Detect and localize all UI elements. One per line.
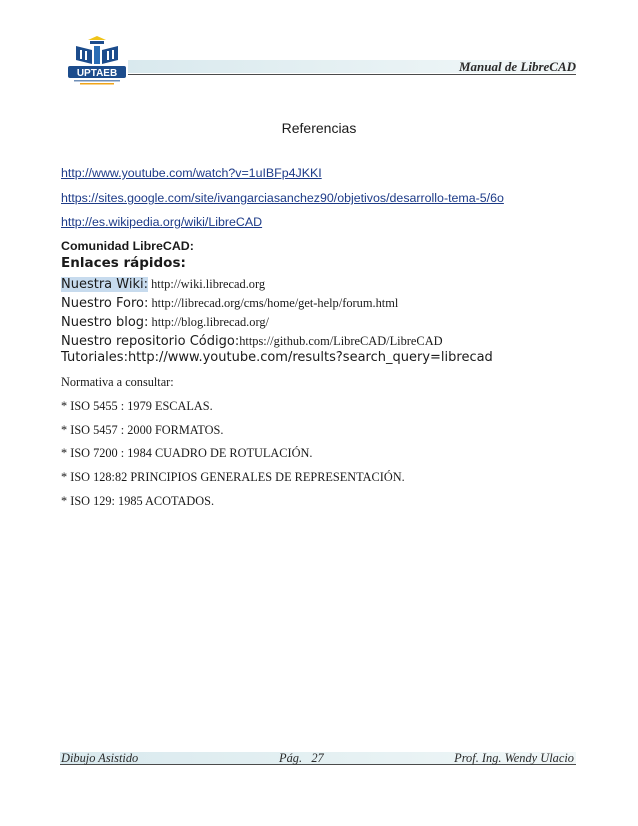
footer-left: Dibujo Asistido (61, 751, 139, 765)
logo-text: UPTAEB (76, 68, 118, 79)
norm-item: * ISO 129: 1985 ACOTADOS. (61, 494, 215, 508)
reference-link-google-sites[interactable]: https://sites.google.com/site/ivangarciasanchez90/objetivos/desarrollo-tema-5/6o (61, 191, 504, 205)
quick-link-url[interactable]: http://librecad.org/cms/home/get-help/forum.html (148, 296, 399, 310)
quick-link-url[interactable]: https://github.com/LibreCAD/LibreCAD (239, 334, 443, 348)
quick-link-url[interactable]: http://wiki.librecad.org (147, 277, 266, 291)
community-label: Comunidad LibreCAD: (61, 239, 194, 253)
tutorials-line[interactable]: Tutoriales:http://www.youtube.com/results?search_query=librecad (61, 350, 493, 365)
norm-item: * ISO 5455 : 1979 ESCALAS. (61, 399, 213, 413)
norm-item: * ISO 128:82 PRINCIPIOS GENERALES DE REPRESENTACIÓN. (61, 470, 405, 484)
quick-link-label: Nuestro repositorio Código: (61, 334, 240, 349)
page-number: Pág. 27 (279, 751, 324, 765)
norm-item: * ISO 5457 : 2000 FORMATOS. (61, 423, 224, 437)
quick-link-forum (61, 294, 398, 312)
header-title: Manual de LibreCAD (458, 59, 576, 74)
quick-link-url[interactable]: http://blog.librecad.org/ (148, 315, 269, 329)
quick-link-repository (61, 332, 443, 350)
page-title: Referencias (281, 120, 357, 136)
quick-link-label: Nuestro blog: (61, 315, 149, 330)
norms-intro: Normativa a consultar: (61, 375, 174, 389)
norm-item: * ISO 7200 : 1984 CUADRO DE ROTULACIÓN. (61, 446, 313, 460)
quick-links-label: Enlaces rápidos: (61, 255, 186, 271)
quick-link-label: Nuestra Wiki: (61, 277, 148, 292)
footer-right: Prof. Ing. Wendy Ulacio (454, 751, 574, 765)
reference-link-wikipedia[interactable]: http://es.wikipedia.org/wiki/LibreCAD (61, 215, 263, 229)
reference-link-youtube[interactable]: http://www.youtube.com/watch?v=1uIBFp4JKKI (61, 166, 322, 180)
quick-link-label: Nuestro Foro: (61, 296, 149, 311)
quick-link-blog (61, 313, 269, 331)
uptaeb-logo (66, 36, 128, 86)
quick-link-wiki (61, 275, 265, 293)
